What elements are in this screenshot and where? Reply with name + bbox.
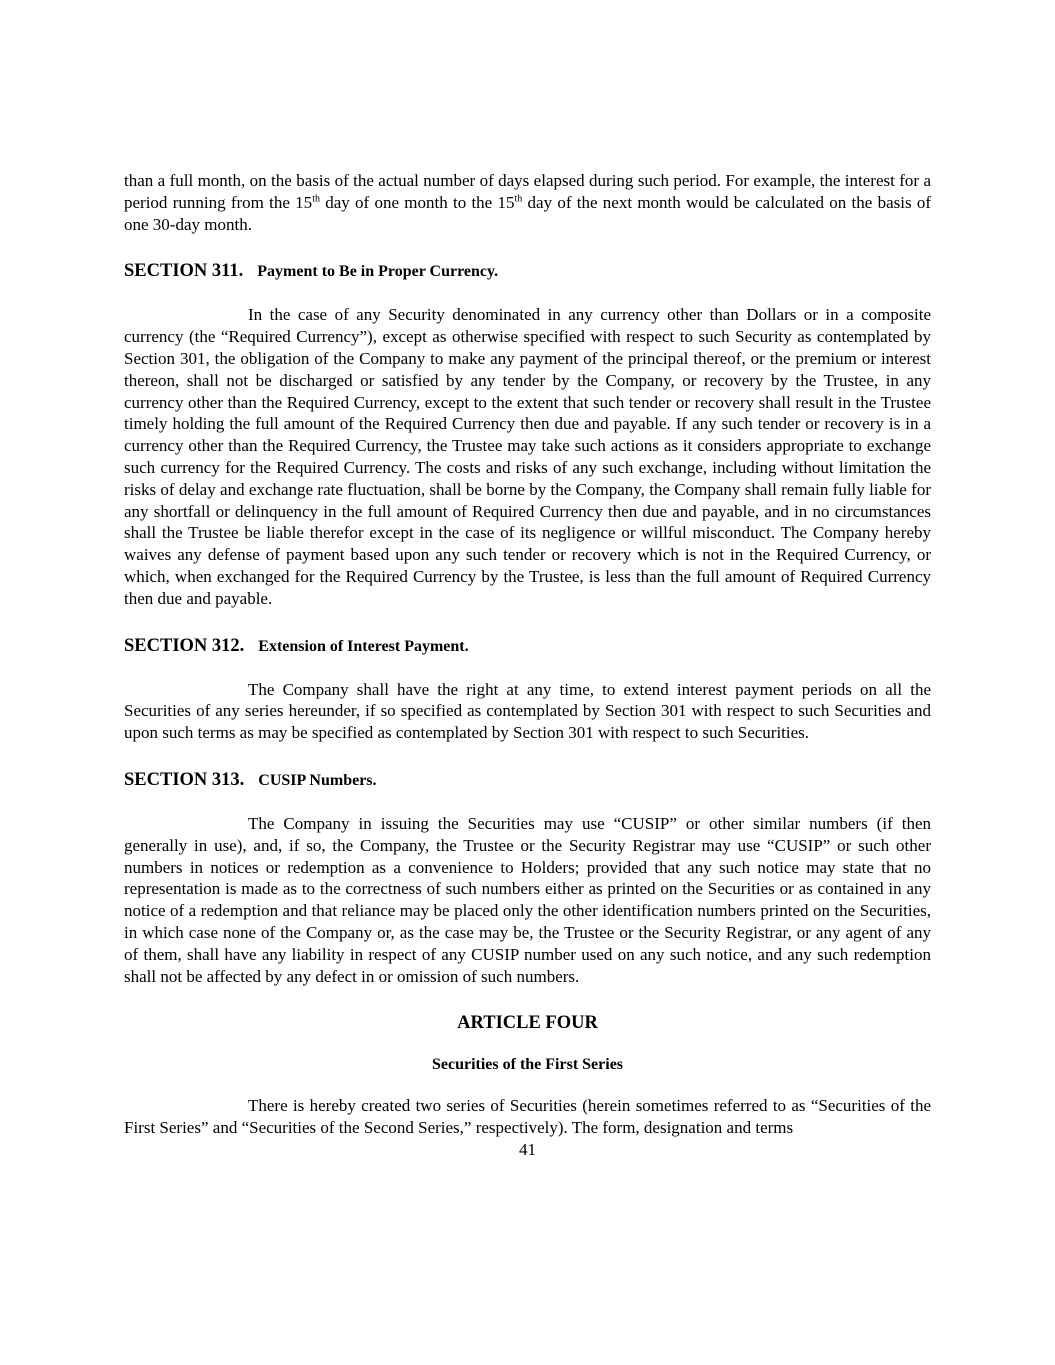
text-run: day of the next month would be calculated on the basis of one 30-day month.	[124, 192, 931, 234]
article-heading: ARTICLE FOUR	[457, 1013, 598, 1034]
article-subheading: Securities of the First Series	[431, 1056, 624, 1074]
article-body: There is hereby created two series of Securities (herein sometimes referred to as “Securities of the First Series” and “Securities of the Second Series,” respectively). The form, designation and terms	[124, 1096, 931, 1138]
ordinal-superscript: th	[312, 193, 320, 205]
section-313-body: The Company in issuing the Securities may use “CUSIP” or other similar numbers (if then generally in use), and, if so, the Company, the Trustee or the Security Registrar may use “CUSIP” or such other numbers in notices or redemption as a convenience to Holders; provided that any such notice may state that no representation is made as to the correctness of such numbers either as printed on the Securities or as contained in any notice of a redemption and that reliance may be placed only the other identification numbers printed on the Securities, in which case none of the Company or, as the case may be, the Trustee or the Security Registrar, or any agent of any of them, shall have any liability in respect of any CUSIP number used on any such notice, and any such redemption shall not be affected by any defect in or omission of such numbers.	[124, 813, 931, 986]
section-311-heading	[124, 259, 931, 284]
page-content	[124, 170, 931, 1161]
section-312-heading	[124, 634, 931, 659]
section-title: Extension of Interest Payment.	[258, 637, 469, 655]
section-number: SECTION 313.	[124, 769, 245, 790]
section-312-body: The Company shall have the right at any time, to extend interest payment periods on all the Securities of any series hereunder, if so specified as contemplated by Section 301 with respect to such Securities and upon such terms as may be specified as contemplated by Section 301 with respect to such Securities.	[124, 679, 931, 743]
page-number: 41	[519, 1139, 536, 1159]
text-run: day of one month to the 15	[319, 192, 515, 212]
section-title: CUSIP Numbers.	[258, 771, 377, 789]
text-run: than a full month, on the basis of the actual number of days elapsed during such period. For example, the interest for a period running from the 15	[124, 171, 931, 212]
section-number: SECTION 311.	[124, 261, 244, 282]
section-311-body: In the case of any Security denominated in any currency other than Dollars or in a composite currency (the “Required Currency”), except as otherwise specified with respect to such Security as contemplated by Section 301, the obligation of the Company to make any payment of the principal thereof, or the premium or interest thereon, shall not be discharged or satisfied by any tender by the Company, or recovery by the Trustee, in any currency other than the Required Currency, except to the extent that such tender or recovery shall result in the Trustee timely holding the full amount of the Required Currency then due and payable. If any such tender or recovery is in a currency other than the Required Currency, the Trustee may take such actions as it considers appropriate to exchange such currency for the Required Currency. The costs and risks of any such exchange, including without limitation the risks of delay and exchange rate fluctuation, shall be borne by the Company, the Company shall remain fully liable for any shortfall or delinquency in the full amount of Required Currency then due and payable, and in no circumstances shall the Trustee be liable therefor except in the case of its negligence or willful misconduct. The Company hereby waives any defense of payment based upon any such tender or recovery which is not in the Required Currency, or which, when exchanged for the Required Currency by the Trustee, is less than the full amount of Required Currency then due and payable.	[124, 305, 931, 608]
continued-paragraph	[124, 170, 931, 235]
section-title: Payment to Be in Proper Currency.	[257, 263, 499, 281]
section-number: SECTION 312.	[124, 635, 245, 656]
ordinal-superscript: th	[514, 193, 523, 205]
section-313-heading	[124, 768, 931, 793]
